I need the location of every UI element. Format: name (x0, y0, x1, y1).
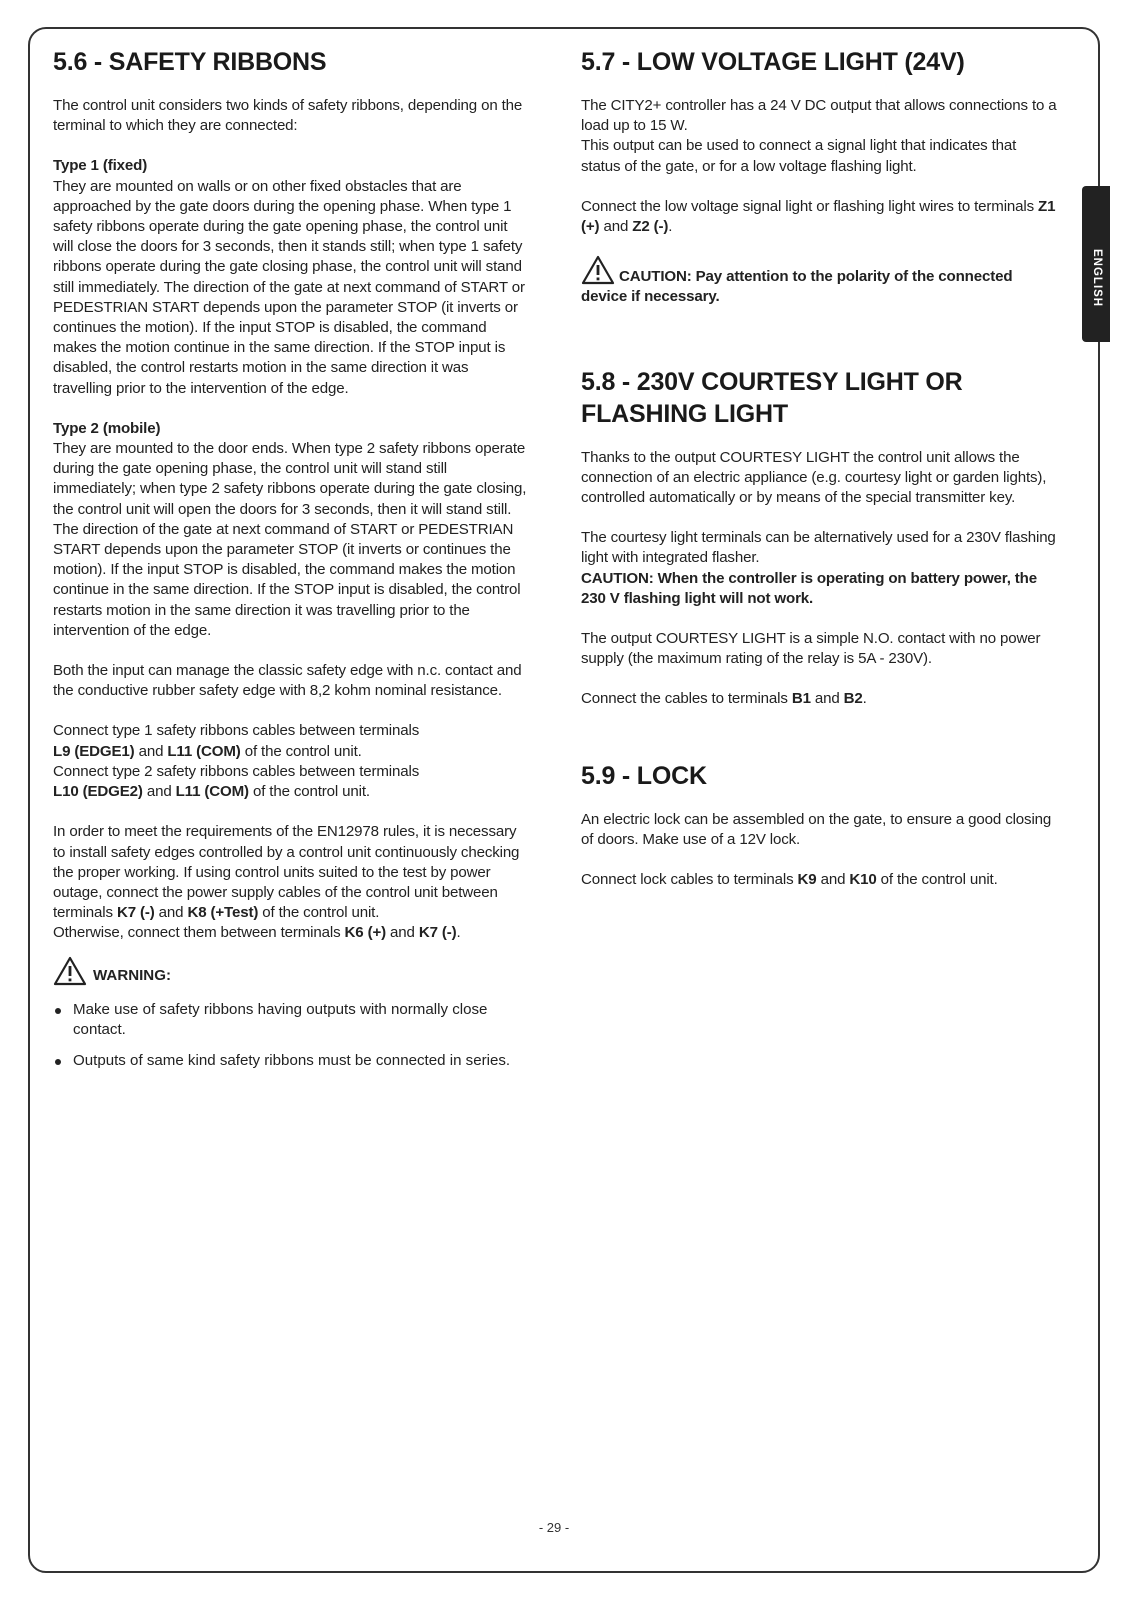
terminal-k8: K8 (+Test) (187, 904, 259, 922)
terminal-z1: Z1 (+) (581, 197, 1056, 236)
courtesy-light-text-2: The courtesy light terminals can be alternatively used for a 230V flashing light with integrated flasher. (581, 529, 1056, 567)
warning-heading: WARNING: (53, 956, 531, 986)
terminal-z2: Z2 (-) (632, 218, 669, 236)
page-number: - 29 - (538, 1520, 570, 1535)
lock-connect: Connect lock cables to terminals K9 and K10 of the control unit. (581, 871, 998, 889)
section-title-low-voltage-light: 5.7 - LOW VOLTAGE LIGHT (24V) (581, 48, 965, 76)
terminal-b2: B2 (843, 690, 863, 708)
type1-heading: Type 1 (fixed) (53, 157, 148, 175)
otherwise-text: Otherwise, connect them between terminals K6 (+) and K7 (-). (53, 924, 461, 942)
language-tab-label: ENGLISH (1091, 249, 1103, 308)
connect-type2-text: Connect type 2 safety ribbons cables between terminals L10 (EDGE2) and L11 (COM) of the control unit. (53, 762, 420, 801)
warning-list (53, 1000, 531, 1072)
terminal-l9: L9 (EDGE1) (53, 742, 135, 760)
low-voltage-connect: Connect the low voltage signal light or flashing light wires to terminals Z1 (+) and Z2 (-). (581, 197, 1056, 236)
terminal-k6: K6 (+) (344, 924, 386, 942)
low-voltage-text-2: This output can be used to connect a signal light that indicates that status of the gate, or for a low voltage flashing light. (581, 137, 1017, 175)
courtesy-light-text-3: The output COURTESY LIGHT is a simple N.O. contact with no power supply (the maximum rating of the relay is 5A - 230V). (581, 630, 1041, 668)
terminal-l10: L10 (EDGE2) (53, 783, 143, 801)
safety-ribbons-intro: The control unit considers two kinds of safety ribbons, depending on the terminal to which they are connected: (53, 97, 523, 135)
terminal-l11: L11 (COM) (167, 742, 241, 760)
warning-triangle-icon (53, 956, 87, 986)
courtesy-light-caution: CAUTION: When the controller is operating on battery power, the 230 V flashing light will not work. (581, 569, 1037, 607)
section-title-safety-ribbons: 5.6 - SAFETY RIBBONS (53, 48, 327, 76)
low-voltage-text-1: The CITY2+ controller has a 24 V DC output that allows connections to a load up to 15 W. (581, 97, 1057, 135)
section-title-lock: 5.9 - LOCK (581, 761, 707, 790)
terminal-k10: K10 (849, 871, 877, 889)
terminal-b1: B1 (791, 690, 811, 708)
both-inputs-text: Both the input can manage the classic safety edge with n.c. contact and the conductive rubber safety edge with 8,2 kohm nominal resistance. (53, 662, 522, 700)
terminal-k7-b: K7 (-) (418, 924, 457, 942)
warning-item: Make use of safety ribbons having outputs with normally close contact. (53, 1000, 531, 1040)
left-column (53, 46, 531, 1082)
terminal-l11-b: L11 (COM) (175, 783, 249, 801)
warning-item: Outputs of same kind safety ribbons must be connected in series. (53, 1051, 531, 1071)
type2-heading: Type 2 (mobile) (53, 419, 161, 437)
type1-text: They are mounted on walls or on other fixed obstacles that are approached by the gate doors during the opening phase. When type 1 safety ribbons operate during the gate opening phase, the control unit will close the doors for 3 seconds, then it stands still; when type 1 safety ribbons operate during the gate closing phase, the control unit will stand still immediately. The direction of the gate at next command of START or PEDESTRIAN START depends upon the parameter STOP (it inverts or continues the motion). If the input STOP is disabled, the command makes the motion continue in the same direction. If the STOP input is disabled, the control restarts motion in the same direction it was travelling prior to the intervention of the edge. (53, 177, 525, 397)
connect-type1-text: Connect type 1 safety ribbons cables between terminals L9 (EDGE1) and L11 (COM) of the control unit. (53, 722, 420, 760)
type2-text: They are mounted to the door ends. When type 2 safety ribbons operate during the gate opening phase, the control unit will stand still immediately; when type 2 safety ribbons operate during the gate closing, the control unit will open the doors for 3 seconds, then it will stand still. The direction of the gate at next command of START or PEDESTRIAN START depends upon the parameter STOP (it inverts or continues the motion). If the input STOP is disabled, the command makes the motion continue in the same direction. If the STOP input is disabled, the control restarts motion in the same direction it was travelling prior to the intervention of the edge. (53, 440, 527, 639)
terminal-k7: K7 (-) (116, 904, 155, 922)
terminal-k9: K9 (797, 871, 817, 889)
low-voltage-caution: CAUTION: Pay attention to the polarity of the connected device if necessary. (581, 255, 1059, 307)
courtesy-light-text-1: Thanks to the output COURTESY LIGHT the control unit allows the connection of an electric appliance (e.g. courtesy light or garden lights), controlled automatically or by means of the special transmitter key. (581, 448, 1047, 507)
right-column (581, 46, 1059, 890)
lock-text-1: An electric lock can be assembled on the gate, to ensure a good closing of doors. Make use of a 12V lock. (581, 810, 1052, 848)
courtesy-light-connect: Connect the cables to terminals B1 and B2. (581, 690, 867, 708)
en12978-text: In order to meet the requirements of the EN12978 rules, it is necessary to install safety edges controlled by a control unit continuously checking the proper working. If using control units suited to the test by power outage, connect the power supply cables of the control unit between terminals K7 (-) and K8 (+Test) of the control unit. (53, 823, 520, 922)
caution-triangle-icon (581, 255, 615, 285)
section-title-courtesy-light: 5.8 - 230V COURTESY LIGHT OR FLASHING LIGHT (581, 367, 963, 428)
